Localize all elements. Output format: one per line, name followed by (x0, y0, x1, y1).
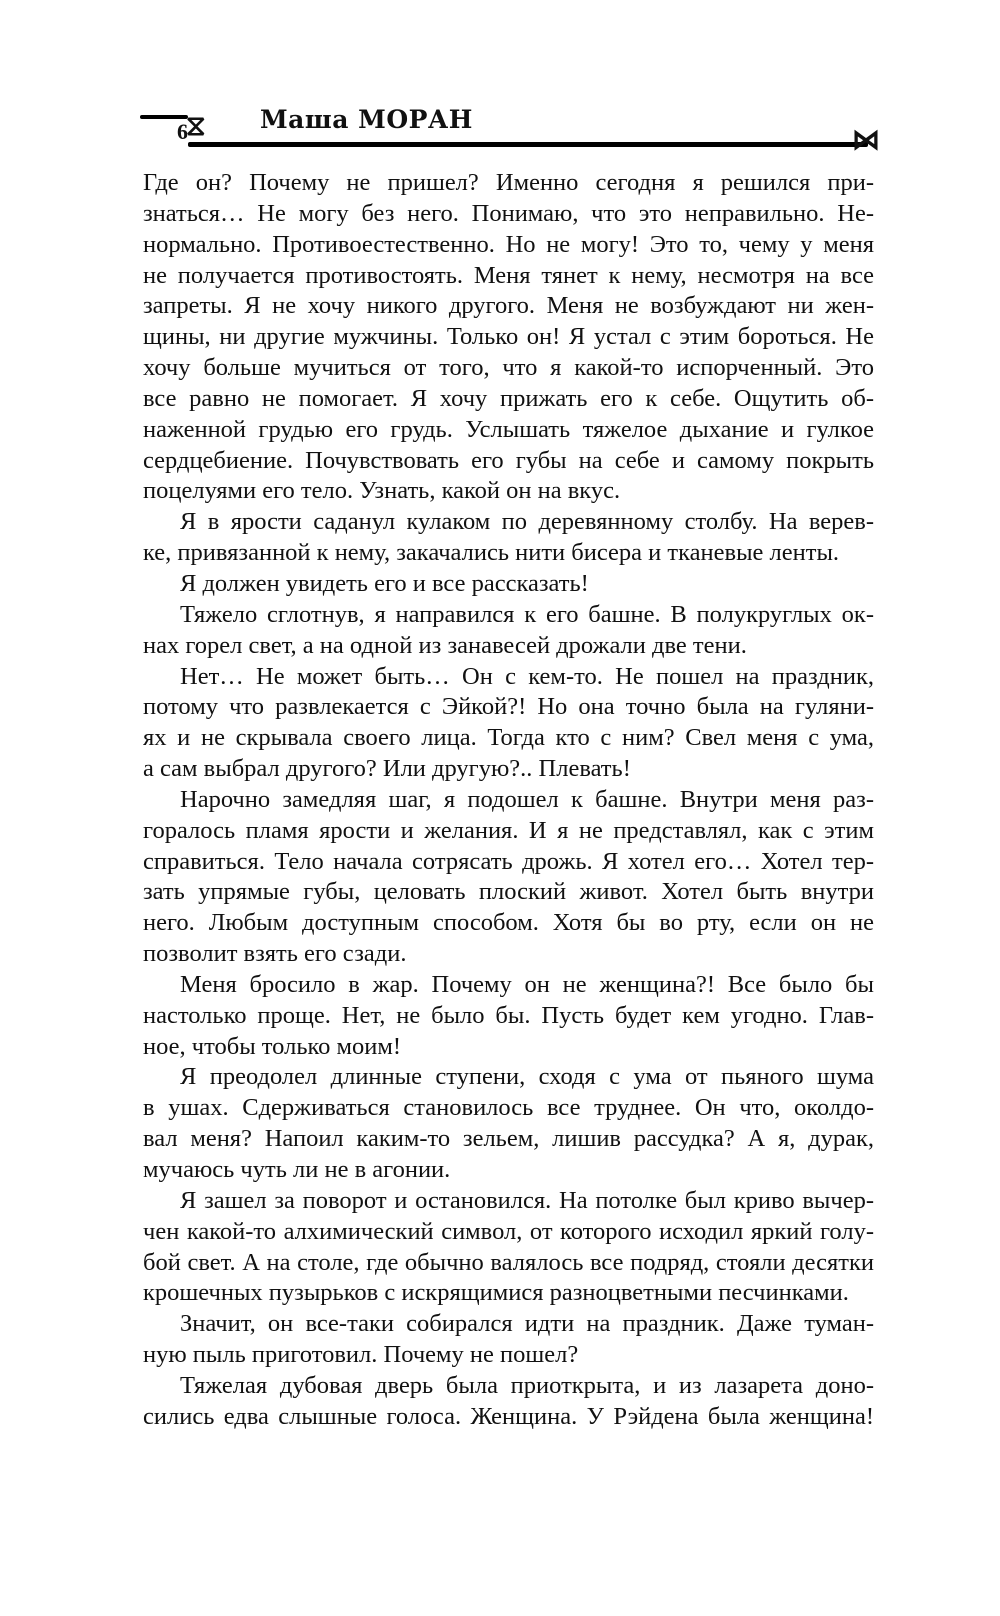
text-line: крошечных пузырьков с искрящимися разноцветными песчинками. (143, 1279, 849, 1307)
text-line: а сам выбрал другого? Или другую?.. Плевать! (143, 755, 631, 783)
text-line: справиться. Тело начала сотрясать дрожь. Я хотел его… Хотел тер- (143, 847, 874, 875)
knot-ornament-icon: ⧖ (186, 111, 206, 142)
paragraph (143, 1186, 874, 1309)
header-rule (188, 142, 868, 147)
text-line: щины, ни другие мужчины. Только он! Я устал с этим бороться. Не (143, 323, 874, 351)
text-line: настолько проще. Нет, не было бы. Пусть будет кем угодно. Глав- (143, 1001, 874, 1029)
text-line: чен какой-то алхимический символ, от которого исходил яркий голу- (143, 1217, 874, 1245)
text-line: все равно не помогает. Я хочу прижать его к себе. Ощутить об- (143, 384, 874, 412)
text-line: нах горел свет, а на одной из занавесей дрожали две тени. (143, 631, 747, 659)
text-line: мучаюсь чуть ли не в агонии. (143, 1156, 451, 1183)
author-name: Маша МОРАН (260, 105, 473, 134)
paragraph (143, 662, 874, 785)
book-text (143, 168, 874, 1433)
text-line: сердцебиение. Почувствовать его губы на себе и самому покрыть (143, 446, 874, 474)
text-line: знаться… Не могу без него. Понимаю, что это неправильно. Не- (143, 199, 874, 227)
text-line: Тяжело сглотнув, я направился к его башне. В полукруглых ок- (180, 600, 874, 628)
text-line: Где он? Почему не пришел? Именно сегодня я решился при- (143, 169, 874, 196)
page-number: 6 (177, 119, 188, 144)
text-line: него. Любым доступным способом. Хотя бы во рту, если он не (143, 909, 874, 937)
text-line: позволит взять его сзади. (143, 940, 407, 968)
text-line: поцелуями его тело. Узнать, какой он на вкус. (143, 477, 621, 505)
text-line: Тяжелая дубовая дверь была приоткрыта, и из лазарета доно- (180, 1371, 874, 1399)
text-line: потому что развлекается с Эйкой?! Но она точно была на гуляни- (143, 693, 874, 721)
text-line: Я в ярости саданул кулаком по деревянному столбу. На верев- (180, 508, 874, 536)
text-line: нормально. Противоестественно. Но не могу! Это то, чему у меня (143, 230, 874, 258)
text-line: ную пыль приготовил. Почему не пошел? (143, 1341, 579, 1369)
text-line: Я зашел за поворот и остановился. На потолке был криво вычер- (180, 1186, 874, 1214)
text-line: Я преодолел длинные ступени, сходя с ума от пьяного шума (180, 1063, 874, 1091)
running-header (140, 105, 880, 155)
text-line: хочу больше мучиться от того, что я какой-то испорченный. Это (143, 354, 874, 382)
text-line: наженной грудью его грудь. Услышать тяжелое дыхание и гулкое (143, 415, 874, 443)
text-line: ях и не скрывала своего лица. Тогда кто с ним? Свел меня с ума, (143, 724, 874, 752)
text-line: Значит, он все-таки собирался идти на праздник. Даже туман- (180, 1310, 874, 1338)
text-line: Я должен увидеть его и все рассказать! (180, 569, 589, 597)
paragraph (143, 600, 874, 662)
paragraph (143, 168, 874, 507)
paragraph (143, 970, 874, 1063)
text-line: зать упрямые губы, целовать плоский живот. Хотел быть внутри (143, 878, 874, 906)
paragraph (143, 1062, 874, 1185)
text-line: ке, привязанной к нему, закачались нити бисера и тканевые ленты. (143, 539, 840, 567)
text-line: Меня бросило в жар. Почему он не женщина?! Все было бы (180, 970, 874, 998)
paragraph (143, 1309, 874, 1371)
text-line: не получается противостоять. Меня тянет к нему, несмотря на все (143, 261, 874, 289)
text-line: ное, чтобы только моим! (143, 1032, 402, 1060)
knot-ornament-icon: ⋈ (852, 125, 880, 156)
text-line: вал меня? Напоил каким-то зельем, лишив рассудка? А я, дурак, (143, 1125, 874, 1153)
text-line: Нарочно замедляя шаг, я подошел к башне. Внутри меня раз- (180, 785, 874, 813)
text-line: сились едва слышные голоса. Женщина. У Рэйдена была женщина! (143, 1402, 874, 1430)
text-line: в ушах. Сдерживаться становилось все труднее. Он что, околдо- (143, 1094, 874, 1122)
text-line: Нет… Не может быть… Он с кем-то. Не пошел на праздник, (180, 662, 874, 690)
text-line: бой свет. А на столе, где обычно валялось все подряд, стояли десятки (143, 1248, 874, 1276)
paragraph (143, 507, 874, 569)
text-line: горалось пламя ярости и желания. И я не представлял, как с этим (143, 816, 874, 844)
paragraph (143, 1371, 874, 1433)
paragraph (143, 785, 874, 970)
text-line: запреты. Я не хочу никого другого. Меня не возбуждают ни жен- (143, 292, 874, 320)
paragraph (143, 569, 874, 600)
